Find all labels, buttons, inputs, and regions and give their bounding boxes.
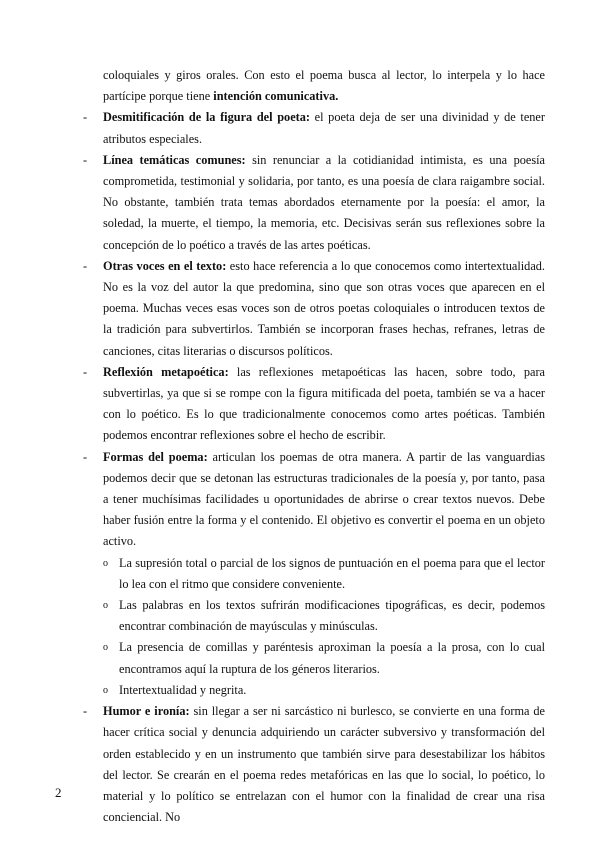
list-item <box>83 107 545 149</box>
dash-marker: - <box>83 364 88 379</box>
item-title: Otras voces en el texto: <box>103 258 227 273</box>
list-item <box>83 701 545 828</box>
item-text: las reflexiones metapoéticas las hacen, sobre todo, para subvertirlas, ya que si se rompe con la figura mitificada del poeta, también se va a hacer con lo poético. Es lo que tradicionalmente conocemos como artes poéticas. También podemos encontrar reflexiones sobre el hecho de escribir. <box>103 364 546 443</box>
sub-list-item <box>83 553 545 595</box>
sub-list-item <box>83 680 545 701</box>
list-item <box>83 447 545 553</box>
page-number: 2 <box>55 785 62 800</box>
bullet-marker: o <box>103 642 108 654</box>
dash-marker: - <box>83 110 88 125</box>
sub-list-item <box>83 595 545 637</box>
bullet-marker: o <box>103 600 108 612</box>
sub-list-item <box>83 637 545 679</box>
dash-marker: - <box>83 152 88 167</box>
item-text: esto hace referencia a lo que conocemos como intertextualidad. No es la voz del autor la que predomina, sino que son otras voces que aparecen en el poema. Muchas veces esas voces son de otros poetas coloquiales o introducen textos de la tradición para subvertirlos. También se incorporan frases hechas, refranes, letras de canciones, citas literarias o discursos políticos. <box>103 258 545 358</box>
item-title: Desmitificación de la figura del poeta: <box>103 110 310 125</box>
page-content <box>83 65 545 828</box>
item-text: el poeta deja de ser una divinidad y de tener atributos especiales. <box>103 110 545 146</box>
item-title: Formas del poema: <box>103 449 208 464</box>
bullet-marker: o <box>103 684 108 696</box>
dash-marker: - <box>83 449 88 464</box>
list-item <box>83 256 545 362</box>
item-title: Reflexión metapoética: <box>103 364 229 379</box>
sub-item-text: La supresión total o parcial de los signos de puntuación en el poema para que el lector lo lea con el ritmo que considere conveniente. <box>119 555 545 591</box>
item-title: Humor e ironía: <box>103 704 190 719</box>
sub-item-text: Intertextualidad y negrita. <box>119 682 247 697</box>
item-title: Línea temáticas comunes: <box>103 152 246 167</box>
item-text: articulan los poemas de otra manera. A partir de las vanguardias podemos decir que se detonan las estructuras tradicionales de la poesía y, por tanto, pasa a tener muchísimas facilidades u oportunidades de abrirse o crear textos nuevos. Debe haber fusión entre la forma y el contenido. El objetivo es convertir el poema en un objeto activo. <box>103 449 545 549</box>
dash-marker: - <box>83 258 88 273</box>
item-text: sin renunciar a la cotidianidad intimista, es una poesía comprometida, testimonial y solidaria, por tanto, es una poesía de clara raigambre social. No obstante, también trata temas abordados eternamente por la poesía: el amor, la soledad, la muerte, el tiempo, la memoria, etc. Decisivas serán sus reflexiones sobre la concepción de lo poético a través de las artes poéticas. <box>103 152 545 252</box>
bullet-marker: o <box>103 557 108 569</box>
item-text: sin llegar a ser ni sarcástico ni burlesco, se convierte en una forma de hacer crítica social y denuncia adquiriendo un carácter subversivo y transformación del orden establecido y en un instrumento que también sirve para desestabilizar los hábitos del lector. Se crearán en el poema redes metafóricas en las que lo social, lo poético, lo material y lo político se entrelazan con el humor con la finalidad de crear una risa conciencial. No <box>103 704 545 825</box>
sub-item-text: Las palabras en los textos sufrirán modificaciones tipográficas, es decir, podemos encontrar combinación de mayúsculas y minúsculas. <box>119 598 545 634</box>
list-item <box>83 362 545 447</box>
dash-marker: - <box>83 704 88 719</box>
list-item <box>83 150 545 256</box>
continuation-paragraph: coloquiales y giros orales. Con esto el poema busca al lector, lo interpela y lo hace partícipe porque tiene intención comunicativa. <box>103 68 545 104</box>
sub-item-text: La presencia de comillas y paréntesis aproximan la poesía a la prosa, con lo cual encontramos aquí la ruptura de los géneros literarios. <box>119 640 545 676</box>
